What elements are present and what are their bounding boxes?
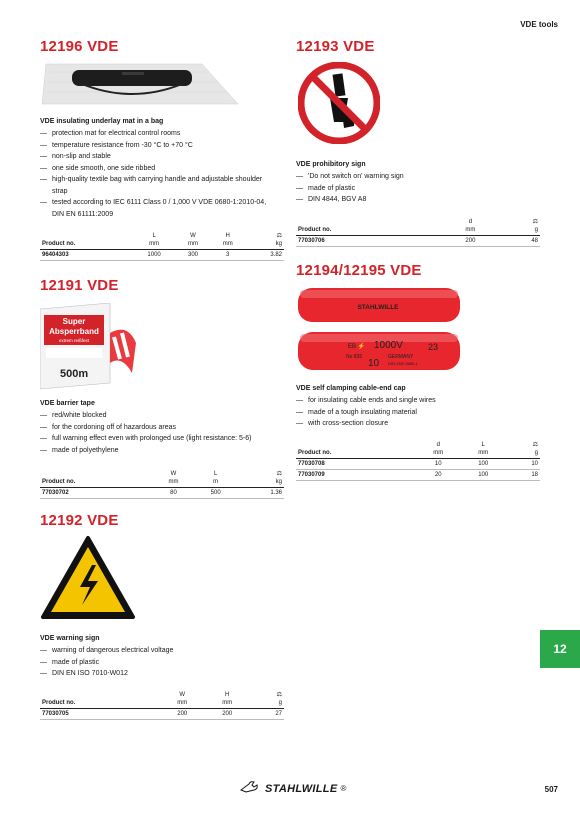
product-title: 12196 VDE: [40, 38, 119, 55]
product-title: 12192 VDE: [40, 512, 119, 529]
column-header: L mm: [149, 233, 160, 247]
high-voltage-warning-sign-image: [40, 535, 136, 621]
barrier-tape-box-image: [40, 303, 140, 391]
product-title: 12193 VDE: [296, 38, 375, 55]
feature-item: — DIN EN ISO 7010-W012: [40, 668, 300, 680]
feature-item: — made of plastic: [40, 657, 300, 669]
column-header: L m: [213, 471, 219, 485]
do-not-switch-on-sign-image: [298, 62, 380, 144]
table-row: 77030705 200 200 27: [40, 709, 284, 720]
product-12196: [40, 38, 288, 258]
table-row: 77030708 10 100 10: [296, 459, 540, 470]
feature-item: — made of polyethylene: [40, 445, 300, 457]
cap-code-label: 23: [428, 342, 439, 352]
column-header: W mm: [177, 692, 188, 706]
product-title: 12191 VDE: [40, 277, 119, 294]
product-no-header: Product no.: [42, 700, 76, 706]
product-12193: [296, 38, 540, 244]
spec-table: [296, 217, 540, 247]
feature-item: — full warning effect even with prolonged use (light resistance: 5-6): [40, 433, 300, 445]
cap-cert-label: No 835: [346, 354, 363, 360]
feature-item: — red/white blocked: [40, 410, 300, 422]
tape-box-label: Absperrband: [49, 327, 99, 336]
weight-header: ⚖ g: [276, 692, 282, 706]
table-row: 77030702 80 500 1.36: [40, 488, 284, 499]
product-no-header: Product no.: [298, 227, 332, 233]
weight-icon: ⚖: [276, 692, 282, 698]
spec-table: [296, 440, 540, 481]
table-row: 77030706 200 48: [296, 236, 540, 247]
column-header: W mm: [188, 233, 198, 247]
weight-header: ⚖ kg: [275, 233, 282, 247]
spec-table: [40, 690, 284, 720]
feature-item: — warning of dangerous electrical voltage: [40, 645, 300, 657]
feature-list: [296, 395, 540, 430]
wrench-logo-icon: [240, 781, 262, 796]
weight-header: ⚖ g: [532, 219, 538, 233]
feature-item: — temperature resistance from -30 °C to +70 °C: [40, 140, 300, 152]
column-header: H mm: [222, 233, 233, 247]
registered-mark-icon: ®: [340, 784, 347, 793]
svg-text:EB ⚡: EB ⚡: [348, 344, 366, 350]
cap-country-label: GERMANY: [388, 354, 414, 360]
spec-table: [40, 469, 284, 499]
product-no-header: Product no.: [42, 241, 76, 247]
product-12192: [40, 512, 288, 717]
description-title: VDE insulating underlay mat in a bag: [40, 118, 164, 125]
feature-item: — high-quality textile bag with carrying handle and adjustable shoulder strap: [40, 174, 275, 197]
feature-list: [40, 410, 300, 456]
feature-list: [40, 128, 300, 220]
weight-icon: ⚖: [276, 471, 282, 477]
weight-icon: ⚖: [532, 442, 538, 448]
product-no-header: Product no.: [298, 450, 332, 456]
tape-box-label: Super: [62, 317, 86, 326]
page-number: 507: [544, 785, 558, 794]
feature-item: — 'Do not switch on' warning sign: [296, 171, 540, 183]
weight-header: ⚖ kg: [275, 471, 282, 485]
feature-item: — protection mat for electrical control rooms: [40, 128, 300, 140]
tape-box-label: extrem reißfest: [58, 338, 90, 343]
cap-standard-label: DIN VDE 0680-1: [388, 361, 418, 366]
column-header: H mm: [222, 692, 233, 706]
feature-list: [296, 171, 540, 206]
column-header: L mm: [478, 442, 489, 456]
weight-icon: ⚖: [276, 233, 282, 239]
description-title: VDE prohibitory sign: [296, 161, 366, 168]
product-no-header: Product no.: [42, 479, 76, 485]
feature-item: — for insulating cable ends and single wires: [296, 395, 540, 407]
cable-end-caps-image: [296, 286, 464, 376]
column-header: d mm: [433, 442, 444, 456]
product-12194-12195: [296, 262, 540, 478]
feature-list: [40, 645, 300, 680]
chapter-tab: 12: [540, 630, 580, 668]
description-title: VDE self clamping cable-end cap: [296, 385, 406, 392]
feature-item: — for the cordoning off of hazardous areas: [40, 422, 300, 434]
feature-item: — non-slip and stable: [40, 151, 300, 163]
cap-size-label: 10: [368, 358, 380, 369]
feature-item: — tested according to IEC 6111 Class 0 / 1,000 V VDE 0680-1:2010-04, DIN EN 61111:2009: [40, 197, 270, 220]
weight-header: ⚖ g: [532, 442, 538, 456]
spec-table: [40, 231, 284, 261]
table-row: 77030709 20 100 18: [296, 470, 540, 481]
feature-item: — with cross-section closure: [296, 418, 540, 430]
feature-item: — DIN 4844, BGV A8: [296, 194, 540, 206]
description-title: VDE barrier tape: [40, 400, 95, 407]
brand-name: STAHLWILLE: [265, 782, 338, 795]
column-header: W mm: [168, 471, 179, 485]
column-header: d mm: [465, 219, 476, 233]
underlay-mat-bag-image: [42, 60, 242, 108]
cap-brand-label: STAHLWILLE: [357, 304, 399, 311]
feature-item: — one side smooth, one side ribbed: [40, 163, 300, 175]
brand-logo: [240, 781, 346, 796]
feature-item: — made of plastic: [296, 183, 540, 195]
header-category: VDE tools: [520, 20, 558, 29]
cap-voltage-label: 1000V: [374, 340, 403, 351]
description-title: VDE warning sign: [40, 635, 100, 642]
tape-length-label: 500m: [60, 368, 89, 380]
table-row: 96404303 1000 300 3 3.82: [40, 250, 284, 261]
product-12191: [40, 277, 288, 496]
weight-icon: ⚖: [532, 219, 538, 225]
feature-item: — made of a tough insulating material: [296, 407, 540, 419]
product-title: 12194/12195 VDE: [296, 262, 422, 279]
